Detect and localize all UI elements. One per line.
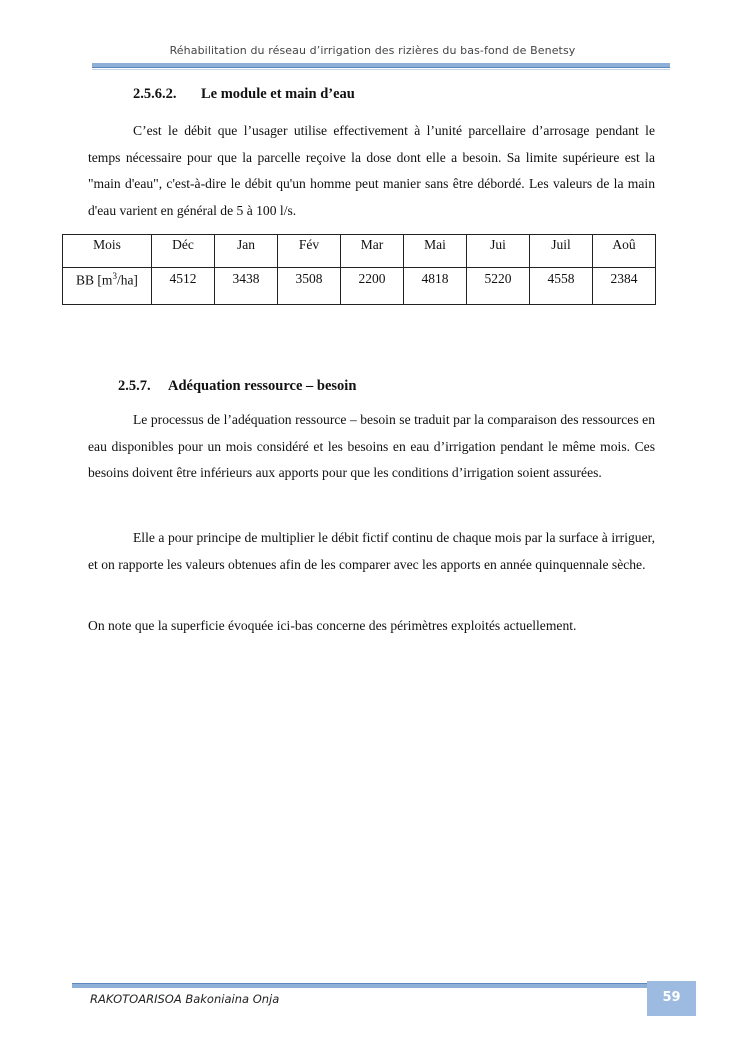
paragraph-module-main-eau: C’est le débit que l’usager utilise effectivement à l’unité parcellaire d’arrosage pendant le temps nécessaire pour que la parcelle reçoive la dose dont elle a besoin. Sa limite supérieure est la "main d'eau", c'est-à-dire le débit qu'un homme peut manier sans être débordé. Les valeurs de la main d'eau varient en général de 5 à 100 l/s. (88, 123, 655, 218)
table-row (63, 268, 656, 305)
table-cell: 5220 (467, 268, 530, 305)
section-title: Le module et main d’eau (201, 86, 355, 102)
table-header-cell: Déc (152, 235, 215, 268)
table-header-cell: Fév (278, 235, 341, 268)
running-header: Réhabilitation du réseau d’irrigation des rizières du bas-fond de Benetsy (169, 44, 576, 57)
table-header-row (63, 235, 656, 268)
table-cell: 4558 (530, 268, 593, 305)
table-cell: 4512 (152, 268, 215, 305)
table-row-label (63, 268, 152, 305)
row-label-suffix: /ha] (116, 272, 138, 288)
row-label-prefix: BB [m (76, 272, 113, 288)
section-number: 2.5.7. (118, 378, 151, 394)
table-header-cell: Jan (215, 235, 278, 268)
table-header-cell: Jui (467, 235, 530, 268)
paragraph-adequation-1: Le processus de l’adéquation ressource – besoin se traduit par la comparaison des ressources en eau disponibles pour un mois considéré et les besoins en eau d’irrigation pendant le même mois. Ces besoins doivent être inférieurs aux apports pour que les conditions d’irrigation soient assurées. (88, 412, 655, 480)
table-header-cell: Aoû (593, 235, 656, 268)
water-need-table (62, 234, 656, 305)
table-header-cell: Mois (63, 235, 152, 268)
section-title: Adéquation ressource – besoin (168, 378, 357, 394)
table-cell: 3508 (278, 268, 341, 305)
section-number: 2.5.6.2. (133, 86, 177, 102)
table-cell: 2200 (341, 268, 404, 305)
paragraph-adequation-3: On note que la superficie évoquée ici-bas concerne des périmètres exploités actuellement. (88, 618, 577, 633)
paragraph-adequation-2: Elle a pour principe de multiplier le débit fictif continu de chaque mois par la surface à irriguer, et on rapporte les valeurs obtenues afin de les comparer avec les apports en année quinquennale sèche. (88, 530, 655, 572)
table-header-cell: Juil (530, 235, 593, 268)
table-cell: 2384 (593, 268, 656, 305)
table-header-cell: Mai (404, 235, 467, 268)
table-cell: 4818 (404, 268, 467, 305)
header-rule (92, 63, 670, 68)
footer-rule (72, 983, 647, 988)
section-heading-2-5-6-2 (133, 86, 355, 103)
footer-author: RAKOTOARISOA Bakoniaina Onja (90, 992, 280, 1006)
row-label-sup: 3 (112, 271, 117, 281)
section-heading-2-5-7 (118, 378, 356, 395)
page-number: 59 (647, 981, 696, 1016)
table-header-cell: Mar (341, 235, 404, 268)
table-cell: 3438 (215, 268, 278, 305)
